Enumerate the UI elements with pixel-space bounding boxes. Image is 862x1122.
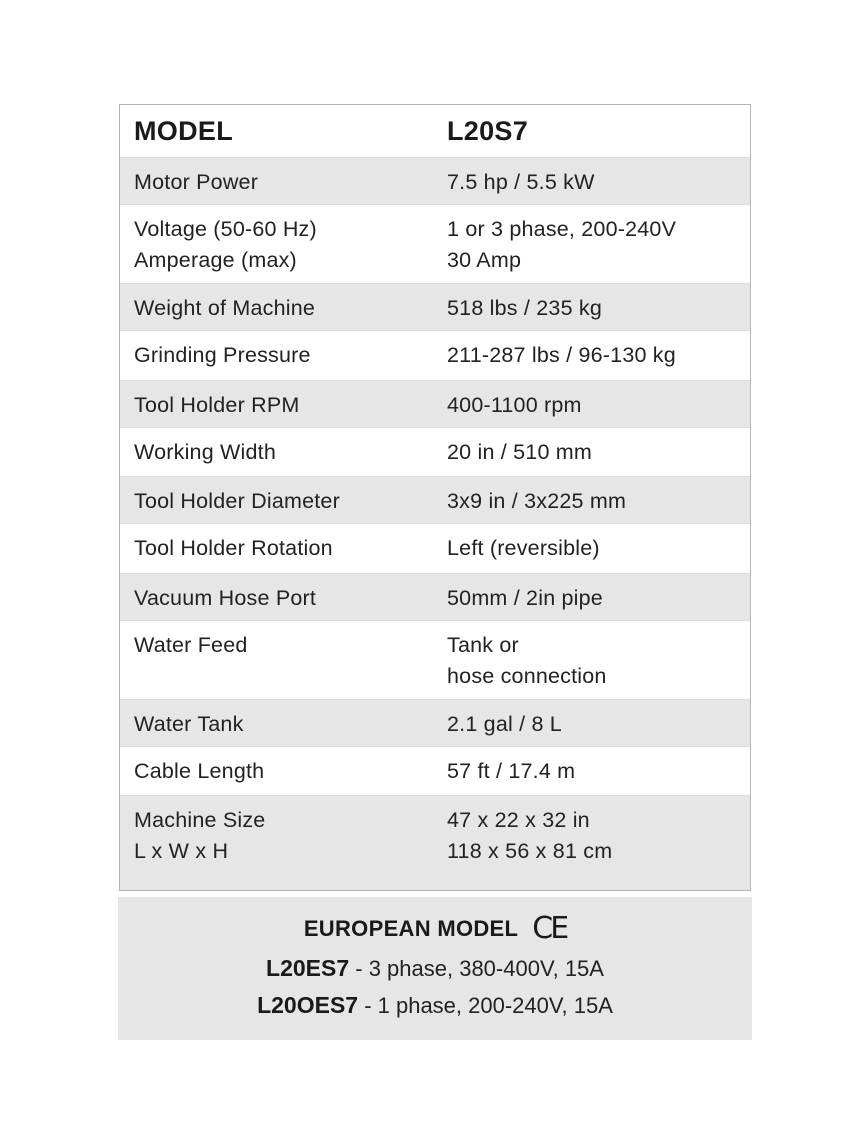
spec-value: 2.1 gal / 8 L <box>447 712 562 736</box>
spec-label: Grinding Pressure <box>134 343 311 367</box>
european-model-details: - 3 phase, 380-400V, 15A <box>349 956 604 981</box>
spec-row-grinding-pressure <box>120 330 750 380</box>
spec-row-voltage <box>120 204 750 283</box>
spec-label: Tool Holder Diameter <box>134 489 340 513</box>
european-model-line <box>118 992 752 1019</box>
european-model-line <box>118 955 752 982</box>
spec-label: Motor Power <box>134 170 259 194</box>
european-model-details: - 1 phase, 200-240V, 15A <box>358 993 613 1018</box>
spec-row-working-width <box>120 427 750 476</box>
spec-table <box>119 104 751 891</box>
ce-mark-icon: CE <box>532 911 567 946</box>
spec-row-machine-size <box>120 795 750 890</box>
spec-row-weight <box>120 283 750 330</box>
spec-label: Tool Holder RPM <box>134 393 300 417</box>
spec-value: 20 in / 510 mm <box>447 440 593 464</box>
spec-row-holder-diameter <box>120 476 750 523</box>
spec-value: 57 ft / 17.4 m <box>447 759 576 783</box>
european-model-title <box>118 911 752 946</box>
spec-value: 7.5 hp / 5.5 kW <box>447 170 595 194</box>
spec-label: Machine Size L x W x H <box>134 808 266 863</box>
spec-row-rpm <box>120 380 750 427</box>
spec-value: 1 or 3 phase, 200-240V 30 Amp <box>447 217 677 272</box>
spec-value: 3x9 in / 3x225 mm <box>447 489 627 513</box>
spec-value: 211-287 lbs / 96-130 kg <box>447 343 676 367</box>
spec-row-water-tank <box>120 699 750 746</box>
spec-row-cable-length <box>120 746 750 795</box>
spec-label: Tool Holder Rotation <box>134 536 333 560</box>
spec-label: Working Width <box>134 440 276 464</box>
spec-value: 400-1100 rpm <box>447 393 582 417</box>
spec-row-holder-rotation <box>120 523 750 573</box>
spec-value: Left (reversible) <box>447 536 600 560</box>
european-model-name: L20ES7 <box>266 955 350 981</box>
header-model: L20S7 <box>447 116 529 146</box>
spec-value: 47 x 22 x 32 in 118 x 56 x 81 cm <box>447 808 613 863</box>
spec-label: Water Tank <box>134 712 244 736</box>
table-header-row <box>120 105 750 157</box>
spec-label: Cable Length <box>134 759 265 783</box>
spec-label: Water Feed <box>134 633 248 657</box>
spec-row-vacuum-port <box>120 573 750 620</box>
spec-row-water-feed <box>120 620 750 699</box>
spec-value: Tank or hose connection <box>447 633 607 688</box>
spec-label: Voltage (50-60 Hz) Amperage (max) <box>134 217 317 272</box>
spec-value: 50mm / 2in pipe <box>447 586 603 610</box>
header-label: MODEL <box>134 116 233 146</box>
european-model-name: L20OES7 <box>257 992 359 1018</box>
european-model-heading: EUROPEAN MODEL <box>303 916 519 941</box>
spec-row-motor-power <box>120 157 750 204</box>
spec-label: Weight of Machine <box>134 296 316 320</box>
spec-value: 518 lbs / 235 kg <box>447 296 603 320</box>
european-model-box <box>118 897 752 1040</box>
spec-label: Vacuum Hose Port <box>134 586 317 610</box>
